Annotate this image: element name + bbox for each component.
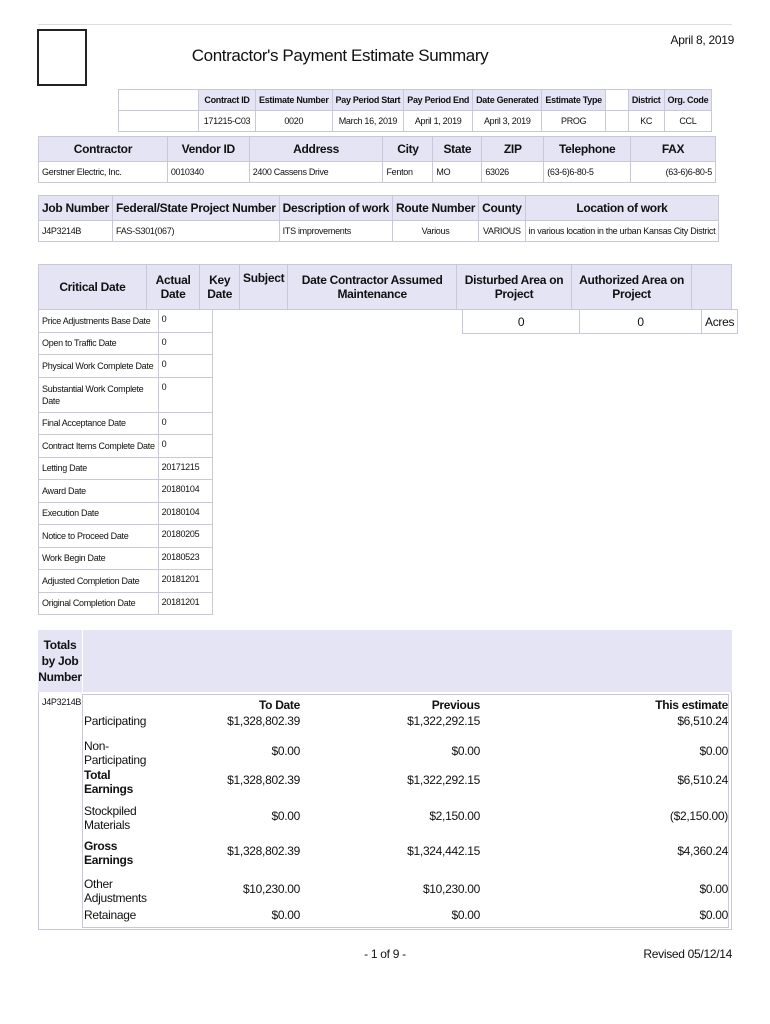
report-date: April 8, 2019 <box>670 33 734 47</box>
critical-date-value: 20180104 <box>158 502 212 525</box>
disturbed-area-header: Disturbed Area on Project <box>457 265 572 310</box>
pay-period-end-value: April 1, 2019 <box>404 111 473 132</box>
critical-date-label: Execution Date <box>39 502 159 525</box>
vendor-id-header: Vendor ID <box>167 137 249 162</box>
totals-row-label: Retainage <box>84 908 137 922</box>
telephone-value: (63-6)6-80-5 <box>544 162 631 183</box>
contractor-value: Gerstner Electric, Inc. <box>39 162 168 183</box>
totals-header-band <box>38 630 732 692</box>
blank-cell <box>605 90 628 111</box>
critical-date-label: Physical Work Complete Date <box>39 355 159 378</box>
critical-date-label: Notice to Proceed Date <box>39 525 159 548</box>
critical-date-label: Price Adjustments Base Date <box>39 310 159 333</box>
critical-date-label: Adjusted Completion Date <box>39 570 159 593</box>
totals-to-date-value: $0.00 <box>271 744 300 758</box>
critical-date-row <box>39 412 213 435</box>
this-estimate-header: This estimate <box>655 698 728 712</box>
critical-date-value: 0 <box>158 412 212 435</box>
critical-date-value: 0 <box>158 332 212 355</box>
critical-date-value: 0 <box>158 435 212 458</box>
vendor-id-value: 0010340 <box>167 162 249 183</box>
critical-date-label: Final Acceptance Date <box>39 412 159 435</box>
totals-previous-value: $1,324,442.15 <box>407 844 480 858</box>
blank-cell <box>605 111 628 132</box>
county-header: County <box>479 196 526 221</box>
critical-date-value: 20181201 <box>158 592 212 615</box>
critical-date-row <box>39 435 213 458</box>
actual-date-header: Actual Date <box>146 265 200 310</box>
area-unit: Acres <box>702 310 738 334</box>
critical-date-value: 20180523 <box>158 547 212 570</box>
critical-date-row <box>39 457 213 480</box>
critical-dates-table <box>38 309 213 615</box>
totals-previous-value: $0.00 <box>451 744 480 758</box>
estimate-number-header: Estimate Number <box>256 90 333 111</box>
estimate-number-value: 0020 <box>256 111 333 132</box>
pay-period-start-value: March 16, 2019 <box>332 111 404 132</box>
totals-to-date-value: $0.00 <box>271 908 300 922</box>
critical-date-value: 20171215 <box>158 457 212 480</box>
critical-date-row <box>39 592 213 615</box>
estimate-type-value: PROG <box>542 111 605 132</box>
job-table <box>38 195 719 242</box>
totals-previous-value: $10,230.00 <box>422 882 480 896</box>
area-table <box>462 309 738 334</box>
critical-date-row <box>39 332 213 355</box>
job-number-header: Job Number <box>39 196 113 221</box>
zip-value: 63026 <box>482 162 544 183</box>
project-number-header: Federal/State Project Number <box>113 196 280 221</box>
totals-row-label: Participating <box>84 714 147 728</box>
critical-date-row <box>39 547 213 570</box>
route-number-header: Route Number <box>393 196 479 221</box>
totals-label-divider <box>82 630 83 692</box>
critical-date-row <box>39 480 213 503</box>
critical-date-value: 20180205 <box>158 525 212 548</box>
totals-this-value: $6,510.24 <box>677 773 728 787</box>
authorized-area-header: Authorized Area on Project <box>572 265 692 310</box>
route-number-value: Various <box>393 221 479 242</box>
pay-period-start-header: Pay Period Start <box>332 90 404 111</box>
disturbed-area-value: 0 <box>463 310 580 334</box>
state-header: State <box>433 137 482 162</box>
critical-date-row <box>39 502 213 525</box>
subject-header: Subject <box>240 265 288 310</box>
totals-row-label: Gross Earnings <box>84 839 133 867</box>
org-code-header: Org. Code <box>664 90 712 111</box>
contract-id-header: Contract ID <box>199 90 256 111</box>
pay-period-end-header: Pay Period End <box>404 90 473 111</box>
totals-this-value: ($2,150.00) <box>669 809 728 823</box>
critical-date-label: Award Date <box>39 480 159 503</box>
date-generated-header: Date Generated <box>473 90 542 111</box>
critical-date-value: 0 <box>158 355 212 378</box>
fax-value: (63-6)6-80-5 <box>631 162 716 183</box>
totals-to-date-value: $1,328,802.39 <box>227 714 300 728</box>
job-number-value: J4P3214B <box>39 221 113 242</box>
page-number: - 1 of 9 - <box>364 947 406 961</box>
key-date-header: Key Date <box>200 265 240 310</box>
fax-header: FAX <box>631 137 716 162</box>
to-date-header: To Date <box>258 698 300 712</box>
totals-header: Totals by Job Number <box>38 638 82 684</box>
critical-date-row <box>39 570 213 593</box>
previous-header: Previous <box>431 698 480 712</box>
totals-this-value: $6,510.24 <box>677 714 728 728</box>
location-value: in various location in the urban Kansas City District <box>525 221 719 242</box>
totals-to-date-value: $1,328,802.39 <box>227 844 300 858</box>
blank-cell <box>119 90 199 111</box>
critical-date-value: 0 <box>158 377 212 412</box>
estimate-type-header: Estimate Type <box>542 90 605 111</box>
totals-row-label: Non-Participating <box>84 739 147 767</box>
critical-date-label: Work Begin Date <box>39 547 159 570</box>
totals-row-label: Stockpiled Materials <box>84 804 137 832</box>
critical-date-label: Letting Date <box>39 457 159 480</box>
page-title: Contractor's Payment Estimate Summary <box>191 46 489 65</box>
city-value: Fenton <box>383 162 433 183</box>
critical-date-label: Substantial Work Complete Date <box>39 377 159 412</box>
telephone-header: Telephone <box>544 137 631 162</box>
critical-date-header: Critical Date <box>39 265 147 310</box>
location-header: Location of work <box>525 196 719 221</box>
top-rule <box>38 24 732 25</box>
county-value: VARIOUS <box>479 221 526 242</box>
contract-info-table <box>118 89 712 132</box>
totals-this-value: $4,360.24 <box>677 844 728 858</box>
address-value: 2400 Cassens Drive <box>249 162 383 183</box>
totals-previous-value: $1,322,292.15 <box>407 773 480 787</box>
maintenance-header: Date Contractor Assumed Maintenance <box>288 265 457 310</box>
totals-to-date-value: $1,328,802.39 <box>227 773 300 787</box>
org-code-value: CCL <box>664 111 712 132</box>
description-header: Description of work <box>279 196 392 221</box>
city-header: City <box>383 137 433 162</box>
critical-date-value: 20181201 <box>158 570 212 593</box>
totals-this-value: $0.00 <box>699 882 728 896</box>
critical-date-label: Open to Traffic Date <box>39 332 159 355</box>
critical-date-label: Contract Items Complete Date <box>39 435 159 458</box>
zip-header: ZIP <box>482 137 544 162</box>
critical-date-row <box>39 355 213 378</box>
contract-id-value: 171215-C03 <box>199 111 256 132</box>
critical-date-row <box>39 525 213 548</box>
totals-previous-value: $0.00 <box>451 908 480 922</box>
totals-row-label: Other Adjustments <box>84 877 147 905</box>
totals-to-date-value: $10,230.00 <box>242 882 300 896</box>
totals-job-number: J4P3214B <box>42 697 82 707</box>
critical-date-value: 20180104 <box>158 480 212 503</box>
critical-date-row <box>39 377 213 412</box>
address-header: Address <box>249 137 383 162</box>
critical-date-label: Original Completion Date <box>39 592 159 615</box>
contractor-header: Contractor <box>39 137 168 162</box>
district-header: District <box>628 90 664 111</box>
authorized-area-value: 0 <box>580 310 702 334</box>
project-number-value: FAS-S301(067) <box>113 221 280 242</box>
date-generated-value: April 3, 2019 <box>473 111 542 132</box>
blank-cell <box>119 111 199 132</box>
contractor-table <box>38 136 716 183</box>
totals-row-label: Total Earnings <box>84 768 133 796</box>
totals-this-value: $0.00 <box>699 744 728 758</box>
district-value: KC <box>628 111 664 132</box>
revised-date: Revised 05/12/14 <box>643 947 732 961</box>
totals-this-value: $0.00 <box>699 908 728 922</box>
critical-header-table <box>38 264 732 310</box>
totals-previous-value: $2,150.00 <box>429 809 480 823</box>
description-value: ITS improvements <box>279 221 392 242</box>
blank-cell <box>692 265 732 310</box>
totals-to-date-value: $0.00 <box>271 809 300 823</box>
state-value: MO <box>433 162 482 183</box>
critical-date-row <box>39 310 213 333</box>
critical-date-value: 0 <box>158 310 212 333</box>
totals-previous-value: $1,322,292.15 <box>407 714 480 728</box>
